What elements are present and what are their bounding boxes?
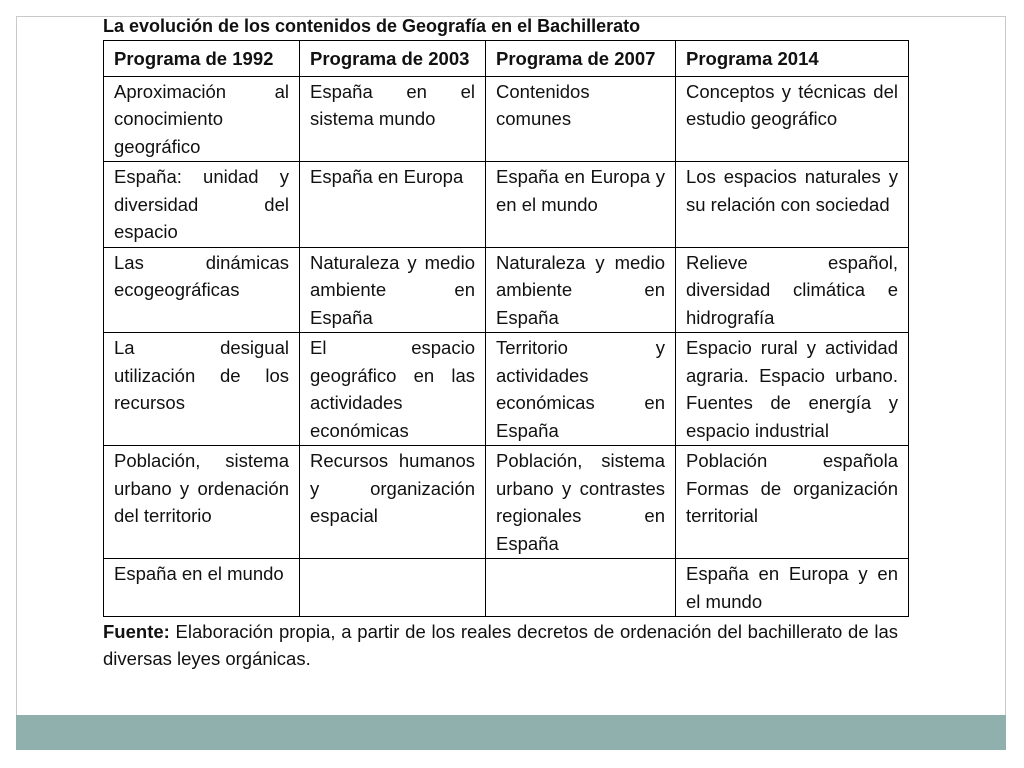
header-cell: Programa de 2003 (300, 41, 486, 77)
source-note (103, 618, 898, 672)
table-cell: España en Europa (300, 162, 486, 248)
slide-title: La evolución de los contenidos de Geografía en el Bachillerato (103, 16, 641, 36)
source-text: Elaboración propia, a partir de los reales decretos de ordenación del bachillerato de las diversas leyes orgánicas. (103, 621, 898, 669)
table-cell: Naturaleza y medio ambiente en España (300, 247, 486, 333)
table-cell: La desigual utilización de los recursos (104, 333, 300, 446)
table-cell: Población, sistema urbano y ordenación del territorio (104, 446, 300, 559)
header-cell: Programa 2014 (676, 41, 909, 77)
table-cell: España: unidad y diversidad del espacio (104, 162, 300, 248)
table-cell: Población, sistema urbano y contrastes regionales en España (486, 446, 676, 559)
table-cell (486, 559, 676, 617)
table-cell: Las dinámicas ecogeográficas (104, 247, 300, 333)
footer-band (16, 715, 1006, 750)
table-cell: España en el mundo (104, 559, 300, 617)
table-cell: El espacio geográfico en las actividades económicas (300, 333, 486, 446)
source-label: Fuente: (103, 621, 170, 642)
table-row (104, 247, 909, 333)
table-cell: Población española Formas de organización territorial (676, 446, 909, 559)
header-cell: Programa de 2007 (486, 41, 676, 77)
table-cell: Contenidos comunes (486, 76, 676, 162)
table-cell: España en Europa y en el mundo (676, 559, 909, 617)
table-cell (300, 559, 486, 617)
programs-table (103, 40, 909, 617)
table-cell: Los espacios naturales y su relación con sociedad (676, 162, 909, 248)
table-row (104, 446, 909, 559)
table-row (104, 162, 909, 248)
table-cell: Relieve español, diversidad climática e hidrografía (676, 247, 909, 333)
table-cell: Naturaleza y medio ambiente en España (486, 247, 676, 333)
table-cell: España en Europa y en el mundo (486, 162, 676, 248)
table-row (104, 559, 909, 617)
table-cell: Aproximación al conocimiento geográfico (104, 76, 300, 162)
table-row (104, 76, 909, 162)
table-row (104, 333, 909, 446)
table-cell: Recursos humanos y organización espacial (300, 446, 486, 559)
slide-content (103, 14, 898, 672)
table-cell: Territorio y actividades económicas en España (486, 333, 676, 446)
table-header-row (104, 41, 909, 77)
table-cell: España en el sistema mundo (300, 76, 486, 162)
header-cell: Programa de 1992 (104, 41, 300, 77)
table-cell: Espacio rural y actividad agraria. Espacio urbano. Fuentes de energía y espacio industrial (676, 333, 909, 446)
table-cell: Conceptos y técnicas del estudio geográfico (676, 76, 909, 162)
